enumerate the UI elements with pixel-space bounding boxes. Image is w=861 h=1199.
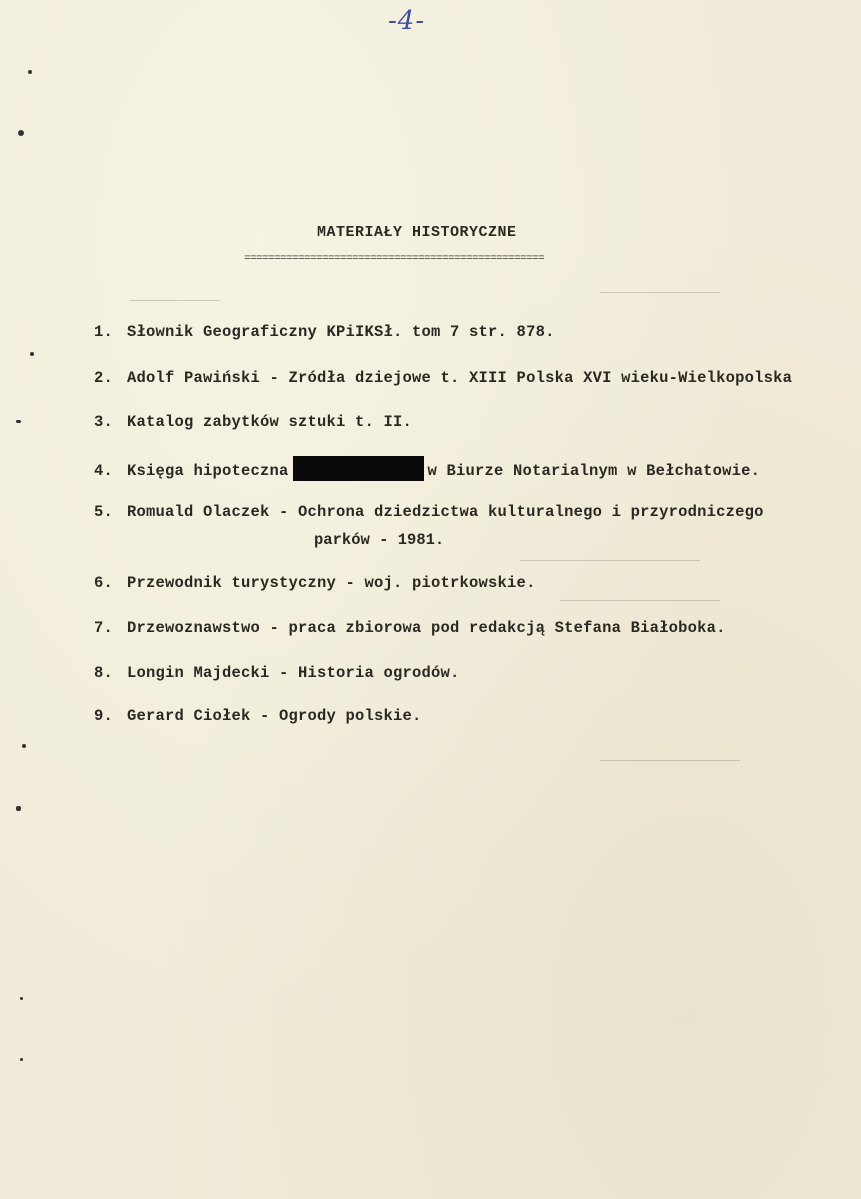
bibliography-entry-6 <box>94 574 536 596</box>
margin-mark <box>18 130 24 136</box>
title-underline: ================================================== <box>244 253 545 265</box>
entry-number: 3. <box>94 413 114 431</box>
margin-mark <box>16 806 21 811</box>
entry-number: 6. <box>94 574 114 592</box>
bibliography-entry-5 <box>94 503 764 525</box>
margin-mark <box>20 997 23 1000</box>
entry-text-after: w Biurze Notarialnym w Bełchatowie. <box>427 462 761 480</box>
bibliography-entry-1 <box>94 323 555 345</box>
entry-number: 2. <box>94 369 114 387</box>
entry-text: Gerard Ciołek - Ogrody polskie. <box>127 707 422 725</box>
bleed-through-line <box>130 300 220 301</box>
bibliography-entry-8 <box>94 664 460 686</box>
page-title: MATERIAŁY HISTORYCZNE <box>317 224 517 241</box>
entry-text: Księga hipoteczna <box>127 462 289 480</box>
margin-mark <box>28 70 32 74</box>
page-number: -4- <box>388 6 426 36</box>
entry-text: Adolf Pawiński - Zródła dziejowe t. XIII Polska XVI wieku-Wielkopolska <box>127 369 793 387</box>
entry-number: 9. <box>94 707 114 725</box>
entry-number: 4. <box>94 462 114 480</box>
entry-5-continuation: parków - 1981. <box>314 531 445 549</box>
margin-mark <box>20 1058 23 1061</box>
margin-mark <box>22 744 26 748</box>
entry-number: 1. <box>94 323 114 341</box>
bibliography-entry-9 <box>94 707 422 729</box>
entry-text: Słownik Geograficzny KPiIKSł. tom 7 str. 878. <box>127 323 555 341</box>
redaction-bar <box>293 456 424 481</box>
bleed-through-line <box>600 760 740 761</box>
bibliography-entry-3 <box>94 413 412 435</box>
bleed-through-line <box>560 600 720 601</box>
entry-text: Romuald Olaczek - Ochrona dziedzictwa kulturalnego i przyrodniczego <box>127 503 764 521</box>
bibliography-entry-7 <box>94 619 726 641</box>
entry-number: 5. <box>94 503 114 521</box>
bleed-through-line <box>600 292 720 293</box>
bibliography-entry-2 <box>94 369 792 391</box>
entry-text: Przewodnik turystyczny - woj. piotrkowskie. <box>127 574 536 592</box>
bleed-through-line <box>520 560 700 561</box>
entry-text: Drzewoznawstwo - praca zbiorowa pod redakcją Stefana Białoboka. <box>127 619 726 637</box>
margin-mark <box>30 352 34 356</box>
entry-text: Longin Majdecki - Historia ogrodów. <box>127 664 460 682</box>
bibliography-entry-4 <box>94 456 760 478</box>
entry-number: 8. <box>94 664 114 682</box>
margin-mark <box>16 420 21 423</box>
entry-number: 7. <box>94 619 114 637</box>
entry-text: Katalog zabytków sztuki t. II. <box>127 413 413 431</box>
